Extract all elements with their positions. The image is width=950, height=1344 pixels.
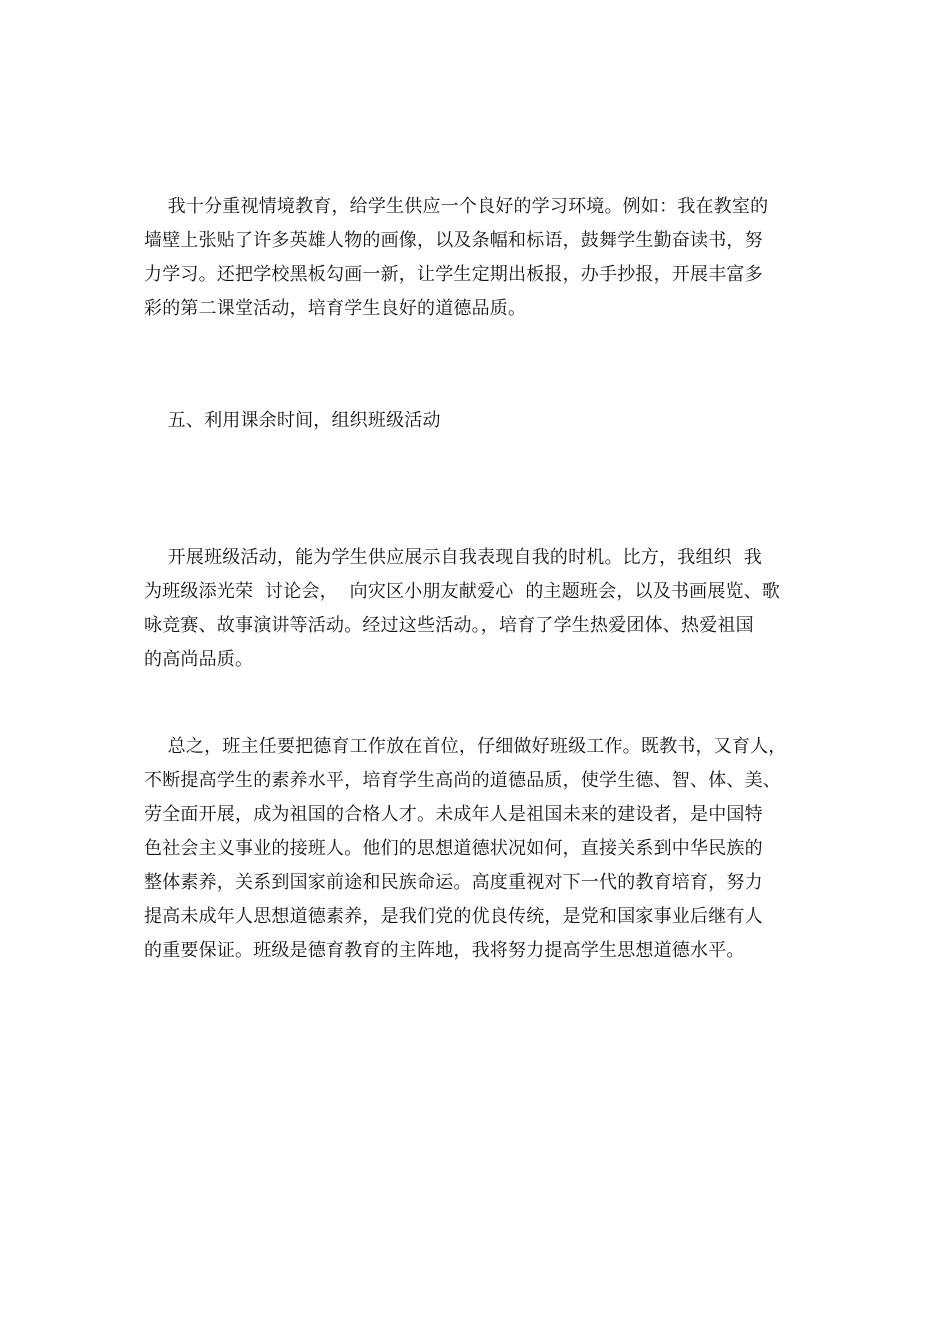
paragraph-line: 彩的第二课堂活动，培育学生良好的道德品质。 — [144, 298, 527, 319]
paragraph-line: 提高未成年人思想道德素养，是我们党的优良传统，是党和国家事业后继有人 — [144, 906, 763, 927]
paragraph-line: 的高尚品质。 — [144, 649, 254, 670]
paragraph-line: 不断提高学生的素养水平，培育学生高尚的道德品质，使学生德、智、体、美、 — [144, 770, 781, 791]
paragraph-line: 墙壁上张贴了许多英雄人物的画像，以及条幅和标语，鼓舞学生勤奋读书，努 — [144, 230, 763, 251]
paragraph-line: 力学习。还把学校黑板勾画一新，让学生定期出板报，办手抄报，开展丰富多 — [144, 264, 763, 285]
paragraph-line: 的重要保证。班级是德育教育的主阵地，我将努力提高学生思想道德水平。 — [144, 940, 745, 961]
paragraph-line: 我十分重视情境教育，给学生供应一个良好的学习环境。例如：我在教室的 — [144, 196, 769, 217]
paragraph-line: 总之，班主任要把德育工作放在首位，仔细做好班级工作。既教书，又育人， — [144, 736, 787, 757]
paragraph-situational-education — [144, 190, 814, 326]
paragraph-line: 色社会主义事业的接班人。他们的思想道德状况如何，直接关系到中华民族的 — [144, 838, 763, 859]
section-heading — [144, 404, 814, 438]
paragraph-line: 为班级添光荣 讨论会， 向灾区小朋友献爱心 的主题班会，以及书画展览、歌 — [144, 581, 781, 602]
paragraph-class-activities — [144, 541, 814, 677]
paragraph-line: 咏竞赛、故事演讲等活动。经过这些活动。，培育了学生热爱团体、热爱祖国 — [144, 615, 754, 636]
section-heading-text: 五、利用课余时间，组织班级活动 — [144, 410, 441, 431]
paragraph-line: 劳全面开展，成为祖国的合格人才。未成年人是祖国未来的建设者，是中国特 — [144, 804, 763, 825]
paragraph-conclusion — [144, 730, 814, 968]
paragraph-line: 整体素养，关系到国家前途和民族命运。高度重视对下一代的教育培育，努力 — [144, 872, 763, 893]
paragraph-line: 开展班级活动，能为学生供应展示自我表现自我的时机。比方，我组织 我 — [144, 547, 762, 568]
